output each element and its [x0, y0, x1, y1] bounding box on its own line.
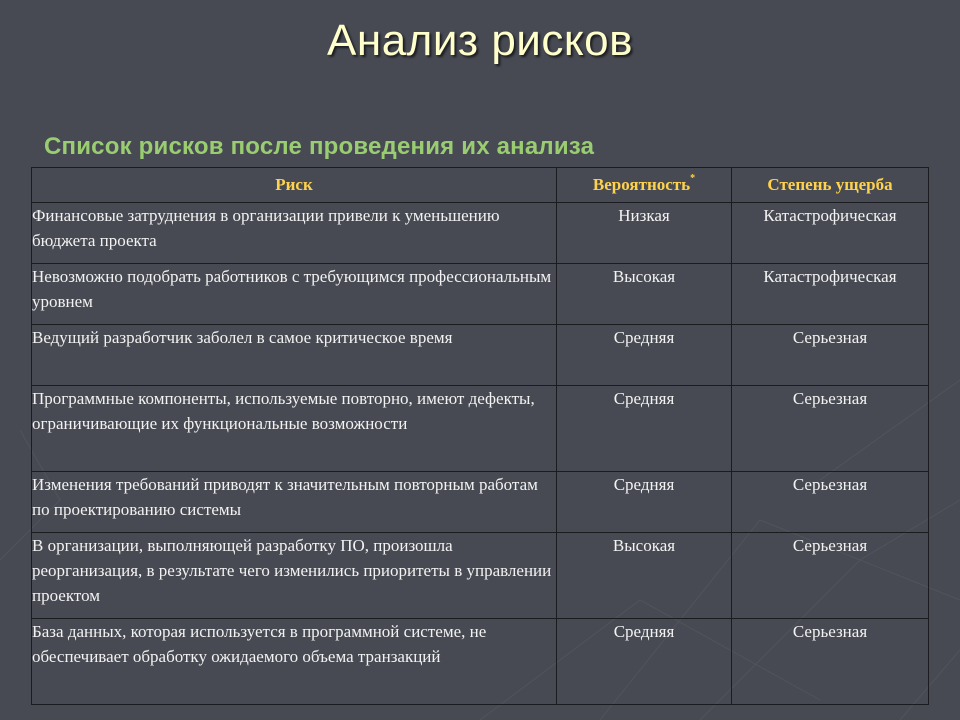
damage-cell: Серьезная [732, 619, 929, 705]
damage-cell: Серьезная [732, 472, 929, 533]
probability-cell: Средняя [557, 619, 732, 705]
header-risk: Риск [32, 168, 557, 203]
table-row [32, 386, 929, 472]
footnote-mark: * [690, 173, 696, 185]
probability-cell: Высокая [557, 533, 732, 619]
table-row [32, 325, 929, 386]
risk-cell: В организации, выполняющей разработку ПО, произошла реорганизация, в результате чего изменились приоритеты в управлении проектом [32, 533, 557, 619]
slide-title: Анализ рисков [327, 16, 633, 65]
risk-cell: База данных, которая используется в программной системе, не обеспечивает обработку ожидаемого объема транзакций [32, 619, 557, 705]
table-row [32, 264, 929, 325]
table-row [32, 203, 929, 264]
slide-subtitle: Список рисков после проведения их анализа [44, 133, 595, 160]
damage-cell: Серьезная [732, 533, 929, 619]
table-header-row [32, 168, 929, 203]
damage-cell: Серьезная [732, 386, 929, 472]
probability-cell: Средняя [557, 325, 732, 386]
probability-cell: Средняя [557, 386, 732, 472]
probability-cell: Высокая [557, 264, 732, 325]
header-damage: Степень ущерба [732, 168, 929, 203]
risk-cell: Программные компоненты, используемые повторно, имеют дефекты, ограничивающие их функциональные возможности [32, 386, 557, 472]
table-row [32, 619, 929, 705]
probability-cell: Низкая [557, 203, 732, 264]
table-row [32, 533, 929, 619]
risk-cell: Ведущий разработчик заболел в самое критическое время [32, 325, 557, 386]
risk-table [31, 167, 929, 705]
risk-cell: Невозможно подобрать работников с требующимся профессиональным уровнем [32, 264, 557, 325]
damage-cell: Катастрофическая [732, 264, 929, 325]
table-row [32, 472, 929, 533]
probability-cell: Средняя [557, 472, 732, 533]
risk-cell: Изменения требований приводят к значительным повторным работам по проектированию системы [32, 472, 557, 533]
damage-cell: Серьезная [732, 325, 929, 386]
header-probability: Вероятность* [557, 168, 732, 203]
risk-cell: Финансовые затруднения в организации привели к уменьшению бюджета проекта [32, 203, 557, 264]
damage-cell: Катастрофическая [732, 203, 929, 264]
